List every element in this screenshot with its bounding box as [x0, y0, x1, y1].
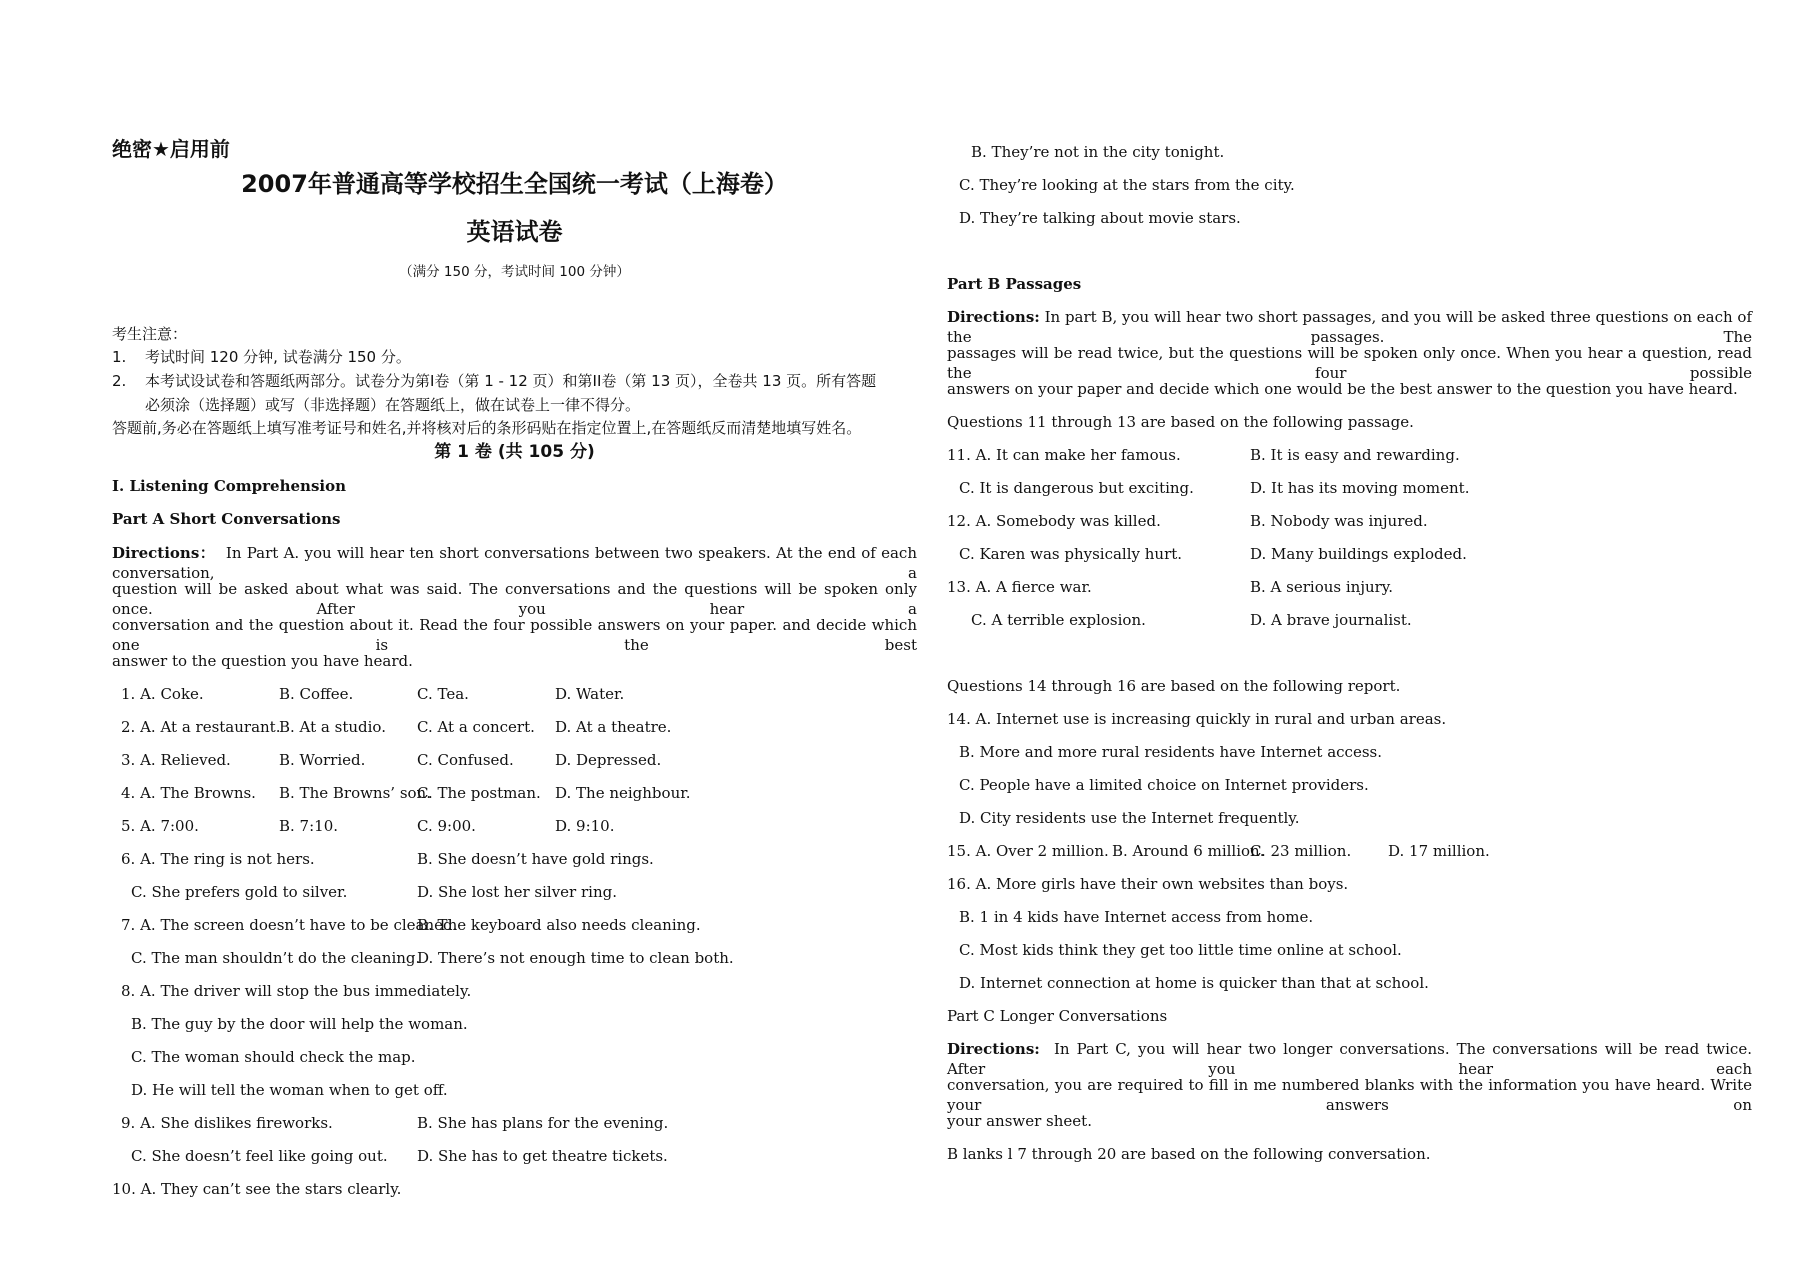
option-a: 9. A. She dislikes fireworks. — [121, 1114, 333, 1132]
option-b: B. It is easy and rewarding. — [1250, 446, 1460, 464]
option-a: 13. A. A fierce war. — [947, 578, 1092, 596]
option-c: C. Confused. — [417, 751, 514, 769]
report-intro: Questions 14 through 16 are based on the following report. — [947, 677, 1401, 695]
part-a-directions-line-3: conversation and the question about it. Read the four possible answers on your paper. and decide which one is the best — [112, 616, 917, 654]
directions-label: Directions： — [112, 544, 216, 562]
option-c: C. 23 million. — [1250, 842, 1352, 860]
part-a-directions-line-2: question will be asked about what was said. The conversations and the questions will be spoken only once. After you hear a — [112, 580, 917, 618]
option-b: B. The keyboard also needs cleaning. — [417, 916, 701, 934]
option-d: D. 17 million. — [1388, 842, 1490, 860]
option-b: B. A serious injury. — [1250, 578, 1394, 596]
option-d: D. They’re talking about movie stars. — [959, 209, 1241, 227]
option-c: C. She prefers gold to silver. — [131, 883, 348, 901]
part-b-directions-line-1 — [947, 307, 1752, 347]
notice-item-2-text: 本考试设试卷和答题纸两部分。试卷分为第I卷（第 1 - 12 页）和第II卷（第 13 页），全卷共 13 页。所有答题 — [145, 372, 877, 390]
option-a: 3. A. Relieved. — [121, 751, 231, 769]
option-c: C. A terrible explosion. — [971, 611, 1146, 629]
option-c: C. Most kids think they get too little time online at school. — [959, 941, 1402, 959]
notice-item-1-number: 1. — [112, 348, 127, 366]
option-a: 1. A. Coke. — [121, 685, 204, 703]
notice-line-3: 答题前,务必在答题纸上填写准考证号和姓名,并将核对后的条形码贴在指定位置上,在答题纸反而清楚地填写姓名。 — [112, 419, 862, 437]
option-d: D. Water. — [555, 685, 625, 703]
option-d: D. Depressed. — [555, 751, 662, 769]
option-d: D. City residents use the Internet frequently. — [959, 809, 1300, 827]
option-a: 8. A. The driver will stop the bus immediately. — [121, 982, 472, 1000]
directions-label: Directions: — [947, 1040, 1040, 1058]
option-b: B. They’re not in the city tonight. — [971, 143, 1225, 161]
confidential-mark: 绝密★启用前 — [112, 137, 230, 161]
option-d: D. Internet connection at home is quicker than that at school. — [959, 974, 1429, 992]
option-c: C. She doesn’t feel like going out. — [131, 1147, 388, 1165]
option-d: D. It has its moving moment. — [1250, 479, 1470, 497]
option-a: 11. A. It can make her famous. — [947, 446, 1181, 464]
section-heading-listening: I. Listening Comprehension — [112, 477, 347, 495]
option-a: 4. A. The Browns. — [121, 784, 256, 802]
option-d: D. Many buildings exploded. — [1250, 545, 1467, 563]
option-b: B. Worried. — [279, 751, 366, 769]
directions-text: In Part A. you will hear ten short conversations between two speakers. At the end of each conversation, a — [112, 544, 917, 582]
option-c: C. The man shouldn’t do the cleaning. — [131, 949, 421, 967]
option-b: B. Around 6 million. — [1112, 842, 1265, 860]
option-a: 12. A. Somebody was killed. — [947, 512, 1161, 530]
option-d: D. He will tell the woman when to get off. — [131, 1081, 448, 1099]
option-b: B. The guy by the door will help the woman. — [131, 1015, 468, 1033]
notice-item-1-text: 考试时间 120 分钟, 试卷满分 150 分。 — [145, 348, 411, 366]
notice-heading: 考生注意： — [112, 325, 188, 343]
directions-label: Directions: — [947, 308, 1040, 326]
part-a-directions-line-1 — [112, 543, 917, 583]
directions-text: In part B, you will hear two short passages, and you will be asked three questions on each of the passages. The — [947, 308, 1753, 346]
option-d: D. A brave journalist. — [1250, 611, 1412, 629]
part-a-heading: Part A Short Conversations — [112, 510, 341, 528]
option-b: B. The Browns’ son. — [279, 784, 431, 802]
score-note: （满分 150 分，考试时间 100 分钟） — [399, 264, 630, 280]
option-b: B. At a studio. — [279, 718, 386, 736]
part-c-heading: Part C Longer Conversations — [947, 1007, 1168, 1025]
option-d: D. She lost her silver ring. — [417, 883, 617, 901]
notice-item-2-number: 2. — [112, 372, 127, 390]
directions-text: In Part C, you will hear two longer conversations. The conversations will be read twice. After you hear each — [947, 1040, 1752, 1078]
part-b-directions-line-3: answers on your paper and decide which one would be the best answer to the question you have heard. — [947, 380, 1738, 398]
option-a: 10. A. They can’t see the stars clearly. — [112, 1180, 402, 1198]
option-c: C. It is dangerous but exciting. — [959, 479, 1194, 497]
option-c: C. The woman should check the map. — [131, 1048, 416, 1066]
conversation-intro: B lanks l 7 through 20 are based on the following conversation. — [947, 1145, 1431, 1163]
option-a: 5. A. 7:00. — [121, 817, 199, 835]
option-c: C. Karen was physically hurt. — [959, 545, 1183, 563]
part-c-directions-line-3: your answer sheet. — [947, 1112, 1092, 1130]
option-c: C. 9:00. — [417, 817, 476, 835]
option-c: C. The postman. — [417, 784, 541, 802]
option-b: B. Nobody was injured. — [1250, 512, 1428, 530]
option-b: B. Coffee. — [279, 685, 354, 703]
option-c: C. At a concert. — [417, 718, 535, 736]
option-c: C. They’re looking at the stars from the city. — [959, 176, 1295, 194]
option-d: D. There’s not enough time to clean both. — [417, 949, 734, 967]
option-c: C. People have a limited choice on Internet providers. — [959, 776, 1369, 794]
part-b-directions-line-2: passages will be read twice, but the questions will be spoken only once. When you hear a question, read the four possible — [947, 344, 1752, 382]
part-b-heading: Part B Passages — [947, 275, 1082, 293]
option-b: B. 7:10. — [279, 817, 339, 835]
notice-item-2-continued: 必须涂（选择题）或写（非选择题）在答题纸上，做在试卷上一律不得分。 — [145, 396, 641, 414]
option-b: B. She has plans for the evening. — [417, 1114, 669, 1132]
exam-subtitle: 英语试卷 — [466, 218, 563, 246]
option-a: 16. A. More girls have their own websites than boys. — [947, 875, 1349, 893]
option-b: B. She doesn’t have gold rings. — [417, 850, 654, 868]
option-d: D. At a theatre. — [555, 718, 672, 736]
passage-intro: Questions 11 through 13 are based on the following passage. — [947, 413, 1414, 431]
option-c: C. Tea. — [417, 685, 469, 703]
option-b: B. More and more rural residents have Internet access. — [959, 743, 1382, 761]
option-d: D. She has to get theatre tickets. — [417, 1147, 668, 1165]
option-a: 2. A. At a restaurant. — [121, 718, 281, 736]
option-d: D. 9:10. — [555, 817, 615, 835]
option-a: 6. A. The ring is not hers. — [121, 850, 315, 868]
option-d: D. The neighbour. — [555, 784, 691, 802]
exam-title: 2007年普通高等学校招生全国统一考试（上海卷） — [241, 170, 788, 198]
part-c-directions-line-2: conversation, you are required to fill in me numbered blanks with the information you have heard. Write your answers on — [947, 1076, 1752, 1114]
option-a: 7. A. The screen doesn’t have to be cleaned. — [121, 916, 458, 934]
option-a: 15. A. Over 2 million. — [947, 842, 1109, 860]
option-a: 14. A. Internet use is increasing quickly in rural and urban areas. — [947, 710, 1447, 728]
option-b: B. 1 in 4 kids have Internet access from home. — [959, 908, 1314, 926]
volume-heading: 第 1 卷 (共 105 分) — [434, 442, 595, 462]
part-a-directions-line-4: answer to the question you have heard. — [112, 652, 413, 670]
part-c-directions-line-1 — [947, 1039, 1752, 1079]
